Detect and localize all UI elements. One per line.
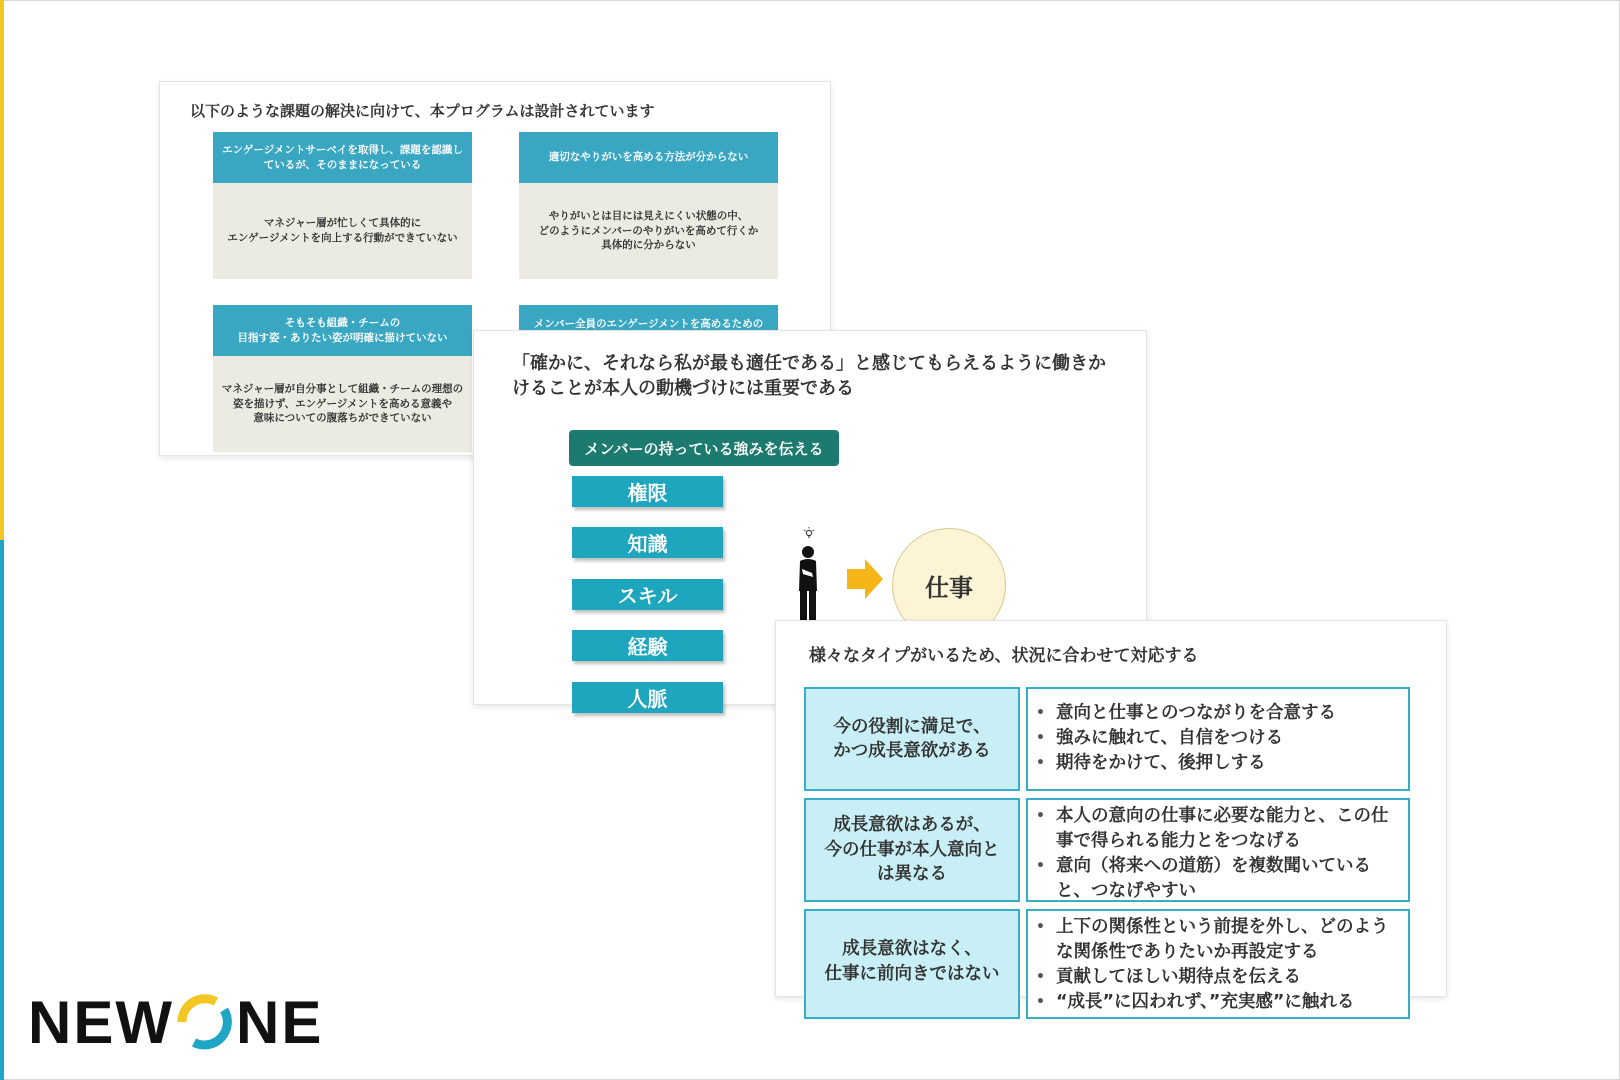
strength-item: 権限	[572, 476, 723, 507]
action-item: • 上下の関係性という前提を外し、どのような関係性でありたいか再設定する	[1056, 915, 1400, 965]
action-item: • 強みに触れて、自信をつける	[1056, 726, 1400, 751]
action-item: • 意向（将来への道筋）を複数聞いていると、つなげやすい	[1056, 854, 1400, 904]
issue-card-header: 適切なやりがいを高める方法が分からない	[519, 132, 778, 183]
frame-top-border	[0, 0, 1620, 1]
issue-card-header: そもそも組織・チームの 目指す姿・ありたい姿が明確に描けていない	[213, 305, 472, 356]
action-item: • “成長”に囚われず、”充実感”に触れる	[1056, 990, 1400, 1015]
logo-ring-icon	[176, 993, 234, 1051]
action-item: • 本人の意向の仕事に必要な能力と、この仕事で得られる能力とをつなげる	[1056, 804, 1400, 854]
type-label: 今の役割に満足で、 かつ成長意欲がある	[804, 687, 1020, 791]
issue-card	[213, 132, 472, 279]
arrow-right-icon	[847, 559, 883, 599]
strength-item: 経験	[572, 630, 723, 661]
type-actions	[1026, 909, 1410, 1019]
logo-text-start: NEW	[28, 988, 174, 1056]
action-item: • 期待をかけて、後押しする	[1056, 751, 1400, 776]
issue-card	[213, 305, 472, 452]
lightbulb-icon	[804, 527, 814, 538]
issue-card-header: エンゲージメントサーベイを取得し、課題を認識し ているが、そのままになっている	[213, 132, 472, 183]
logo-text-end: NE	[235, 988, 324, 1056]
work-circle: 仕事	[892, 528, 1006, 642]
action-item: • 意向と仕事とのつながりを合意する	[1056, 701, 1400, 726]
slide-types	[775, 620, 1447, 1012]
slide-1-title: 以下のような課題の解決に向けて、本プログラムは設計されています	[190, 102, 655, 120]
issue-card-body: やりがいとは目には見えにくい状態の中、 どのようにメンバーのやりがいを高めて行くか 具体的に分からない	[519, 183, 778, 279]
strength-item: 知識	[572, 527, 723, 558]
issue-card	[519, 132, 778, 279]
left-accent-yellow	[0, 0, 4, 540]
slide-3-title: 様々なタイプがいるため、状況に合わせて対応する	[809, 646, 1199, 666]
strength-item: スキル	[572, 579, 723, 610]
action-item: • 貢献してほしい期待点を伝える	[1056, 965, 1400, 990]
strength-item: 人脈	[572, 682, 723, 713]
type-label: 成長意欲はあるが、 今の仕事が本人意向と は異なる	[804, 798, 1020, 902]
type-actions	[1026, 798, 1410, 902]
left-accent-cyan	[0, 540, 4, 1080]
person-icon	[792, 527, 824, 623]
type-actions	[1026, 687, 1410, 791]
issue-card-body: マネジャー層が自分事として組織・チームの理想の 姿を描けず、エンゲージメントを高める意義や 意味についての腹落ちができていない	[213, 356, 472, 452]
issue-card-body: マネジャー層が忙しくて具体的に エンゲージメントを向上する行動ができていない	[213, 183, 472, 279]
issue-card-header: メンバー全員のエンゲージメントを高めるための	[519, 305, 778, 356]
type-label: 成長意欲はなく、 仕事に前向きではない	[804, 909, 1020, 1019]
strengths-banner: メンバーの持っている強みを伝える	[569, 430, 839, 466]
slide-2-title: 「確かに、それなら私が最も適任である」と感じてもらえるように働きかけることが本人の動機づけには重要である	[512, 353, 1106, 400]
newone-logo	[28, 988, 324, 1056]
